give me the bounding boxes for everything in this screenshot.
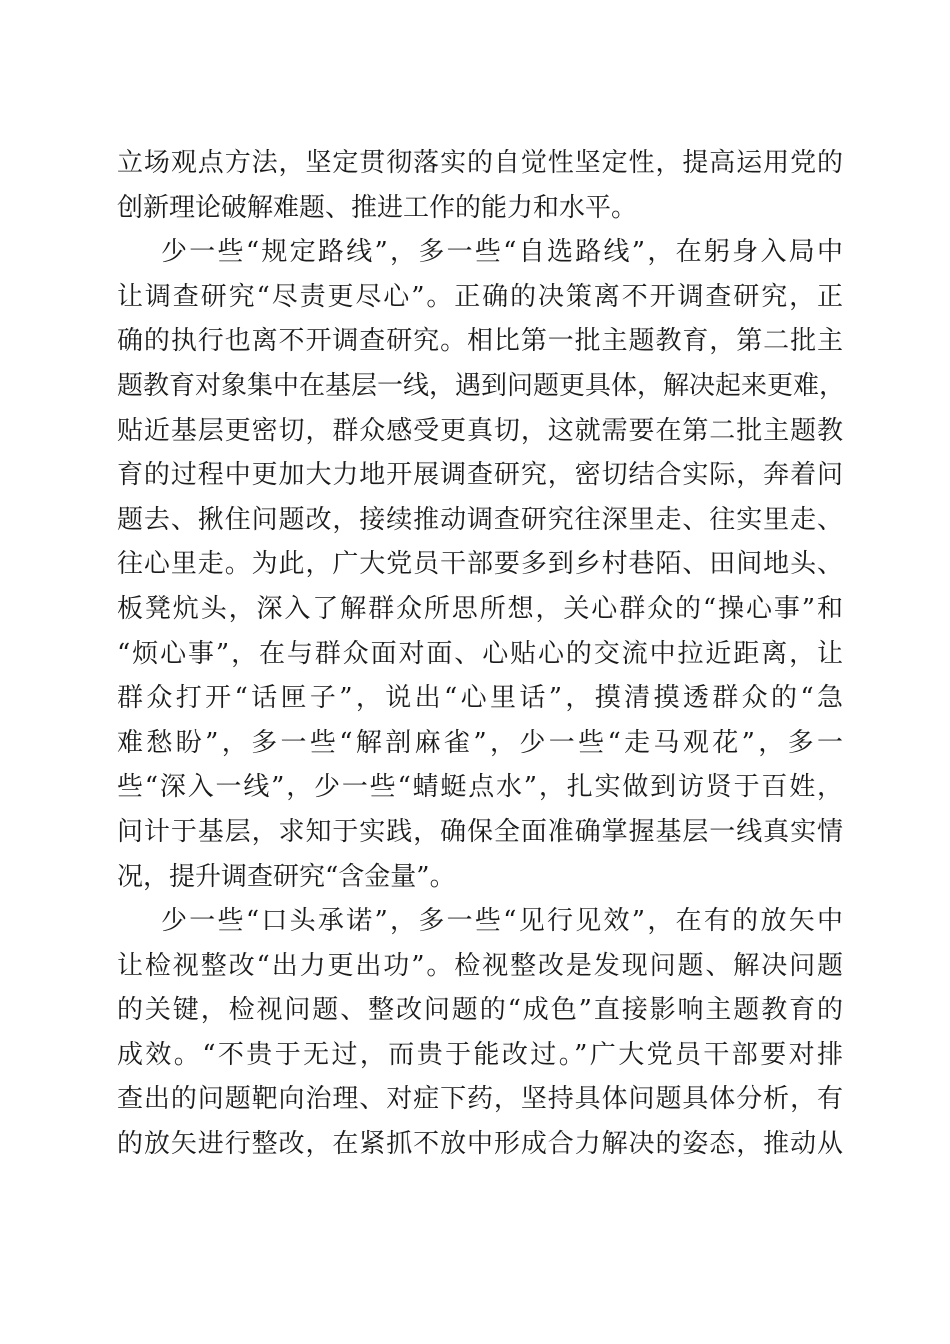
text-line: 题教育对象集中在基层一线，遇到问题更具体，解决起来更难，	[117, 370, 846, 401]
text-line: 查出的问题靶向治理、对症下药，坚持具体问题具体分析，有	[117, 1084, 843, 1115]
text-line: 少一些“口头承诺”，多一些“见行见效”，在有的放矢中	[161, 906, 843, 937]
text-line: 少一些“规定路线”，多一些“自选路线”，在躬身入局中	[161, 237, 843, 268]
text-line: “烦心事”，在与群众面对面、心贴心的交流中拉近距离，让	[117, 638, 843, 669]
text-line: 贴近基层更密切，群众感受更真切，这就需要在第二批主题教	[117, 415, 843, 446]
text-line: 成效。“不贵于无过，而贵于能改过。”广大党员干部要对排	[117, 1039, 843, 1070]
text-line: 的关键，检视问题、整改问题的“成色”直接影响主题教育的	[117, 995, 843, 1026]
text-line: 况，提升调查研究“含金量”。	[117, 861, 456, 892]
text-line: 让检视整改“出力更出功”。检视整改是发现问题、解决问题	[117, 950, 843, 981]
text-line: 问计于基层，求知于实践，确保全面准确掌握基层一线真实情	[117, 816, 843, 847]
text-line: 确的执行也离不开调查研究。相比第一批主题教育，第二批主	[117, 326, 843, 357]
text-line: 板凳炕头，深入了解群众所思所想，关心群众的“操心事”和	[117, 593, 843, 624]
text-line: 让调查研究“尽责更尽心”。正确的决策离不开调查研究，正	[117, 281, 843, 312]
text-line: 立场观点方法，坚定贯彻落实的自觉性坚定性，提高运用党的	[117, 148, 843, 178]
text-line: 创新理论破解难题、推进工作的能力和水平。	[117, 192, 638, 223]
paragraph	[117, 899, 843, 1167]
text-line: 往心里走。为此，广大党员干部要多到乡村巷陌、田间地头、	[117, 549, 843, 580]
text-line: 的放矢进行整改，在紧抓不放中形成合力解决的姿态，推动从	[117, 1129, 843, 1160]
text-line: 些“深入一线”，少一些“蜻蜓点水”，扎实做到访贤于百姓，	[117, 772, 843, 803]
text-line: 难愁盼”，多一些“解剖麻雀”，少一些“走马观花”，多一	[117, 727, 843, 758]
text-line: 题去、揪住问题改，接续推动调查研究往深里走、往实里走、	[117, 504, 843, 535]
text-line: 育的过程中更加大力地开展调查研究，密切结合实际，奔着问	[117, 460, 843, 491]
text-line: 群众打开“话匣子”，说出“心里话”，摸清摸透群众的“急	[117, 683, 843, 714]
paragraph	[117, 230, 846, 899]
document-text-block	[117, 141, 846, 1167]
paragraph	[117, 141, 843, 230]
